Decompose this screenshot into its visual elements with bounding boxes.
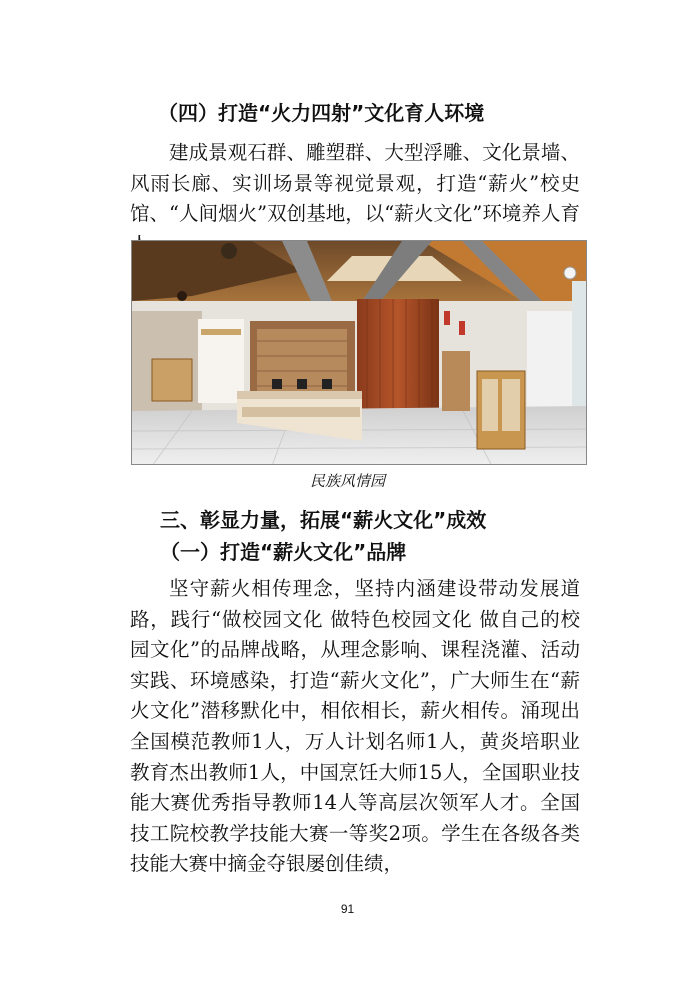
- figure-caption: 民族风情园: [309, 472, 385, 490]
- section-4-paragraph: 建成景观石群、雕塑群、大型浮雕、文化景墙、风雨长廊、实训场景等视觉景观，打造“薪火”校史馆、“人间烟火”双创基地，以“薪火文化”环境养人育: [130, 141, 580, 226]
- page-number: 91: [340, 902, 355, 916]
- section-heading-4: （四）打造“火力四射”文化育人环境: [158, 101, 485, 125]
- subsection-1-paragraph: 坚守薪火相传理念，坚持内涵建设带动发展道路，践行“做校园文化 做特色校园文化 做自己的校园文化”的品牌战略，从理念影响、课程浇灌、活动实践、环境感染，打造“薪火文化”，广大师生在“薪火文化”潜移默化中，相依相长，薪火相传。涌现出全国模范教师1人，万人计划名师1人，黄炎培职业教育杰出教师1人，中国烹饪大师15人，全国职业技能大赛优秀指导教师14人等高层次领军人才。全国技工院校教学技能大赛一等奖2项。学生在各级各类技能大赛中摘金夺银屡创佳绩，: [130, 577, 580, 876]
- part-3-heading: 三、彰显力量，拓展“薪火文化”成效: [160, 508, 487, 532]
- exhibition-hall-illustration: [132, 241, 587, 465]
- subsection-heading-1: （一）打造“薪火文化”品牌: [160, 540, 407, 564]
- exhibition-hall-photo: [131, 240, 587, 465]
